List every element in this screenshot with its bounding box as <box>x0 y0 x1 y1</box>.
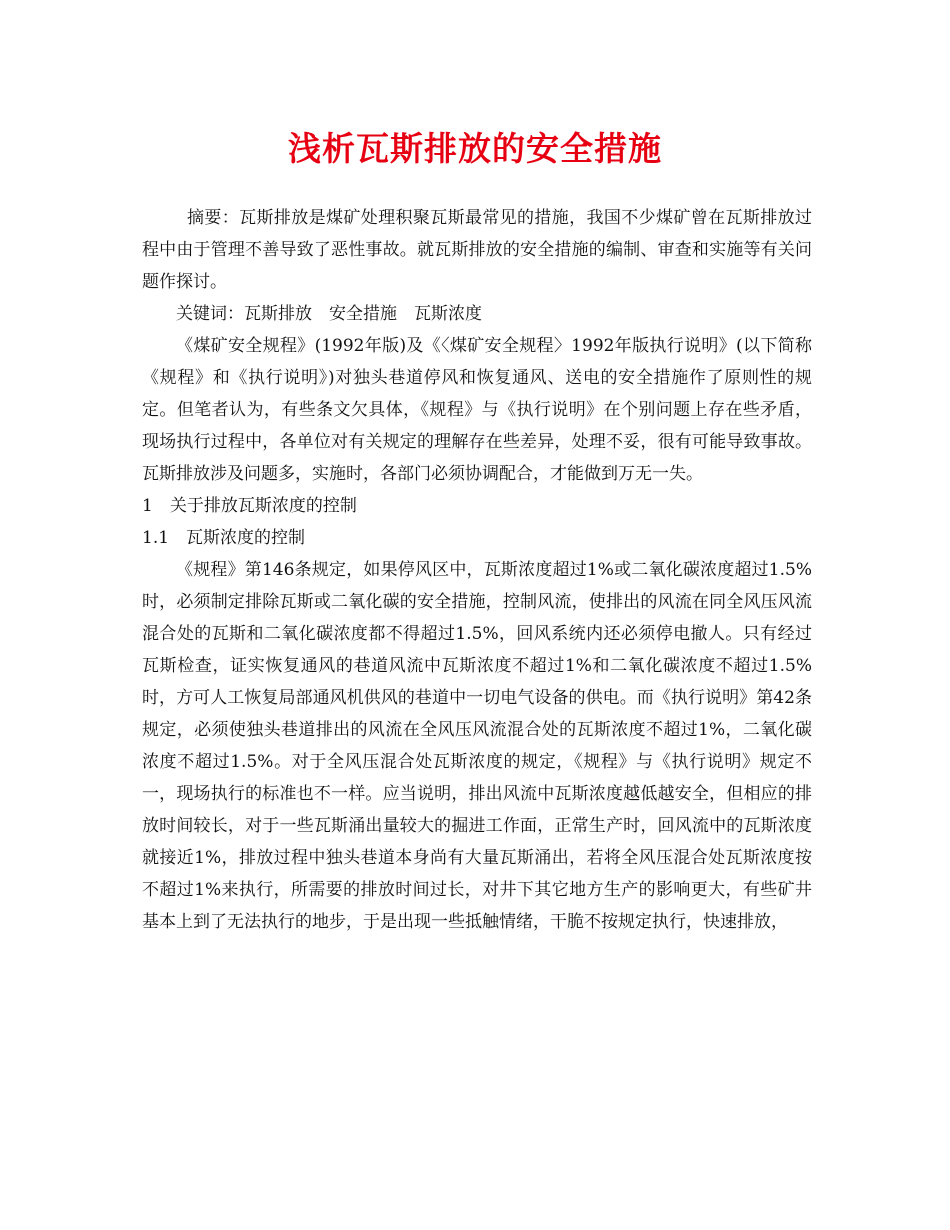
keywords-paragraph: 关键词：瓦斯排放 安全措施 瓦斯浓度 <box>176 304 482 324</box>
document-title: 浅析瓦斯排放的安全措施 <box>288 129 662 168</box>
intro-paragraph: 《煤矿安全规程》(1992年版)及《〈煤矿安全规程〉1992年版执行说明》(以下简称《规程》和《执行说明》)对独头巷道停风和恢复通风、送电的安全措施作了原则性的规定。但笔者认为，有些条文欠具体，《规程》与《执行说明》在个别问题上存在些矛盾，现场执行过程中，各单位对有关规定的理解存在些差异，处理不妥，很有可能导致事故。瓦斯排放涉及问题多，实施时，各部门必须协调配合，才能做到万无一失。 <box>142 336 812 484</box>
abstract-paragraph: 摘要：瓦斯排放是煤矿处理积聚瓦斯最常见的措施，我国不少煤矿曾在瓦斯排放过程中由于管理不善导致了恶性事故。就瓦斯排放的安全措施的编制、审查和实施等有关问题作探讨。 <box>142 208 812 292</box>
subsection-heading: 1.1 瓦斯浓度的控制 <box>142 528 306 548</box>
body-paragraph: 《规程》第146条规定，如果停风区中，瓦斯浓度超过1%或二氧化碳浓度超过1.5%时，必须制定排除瓦斯或二氧化碳的安全措施，控制风流，使排出的风流在同全风压风流混合处的瓦斯和二氧化碳浓度都不得超过1.5%，回风系统内还必须停电撤人。只有经过瓦斯检查，证实恢复通风的巷道风流中瓦斯浓度不超过1%和二氧化碳浓度不超过1.5%时，方可人工恢复局部通风机供风的巷道中一切电气设备的供电。而《执行说明》第42条规定，必须使独头巷道排出的风流在全风压风流混合处的瓦斯浓度不超过1%，二氧化碳浓度不超过1.5%。对于全风压混合处瓦斯浓度的规定，《规程》与《执行说明》规定不一，现场执行的标准也不一样。应当说明，排出风流中瓦斯浓度越低越安全，但相应的排放时间较长，对于一些瓦斯涌出量较大的掘进工作面，正常生产时，回风流中的瓦斯浓度就接近1%，排放过程中独头巷道本身尚有大量瓦斯涌出，若将全风压混合处瓦斯浓度按不超过1%来执行，所需要的排放时间过长，对井下其它地方生产的影响更大，有些矿井基本上到了无法执行的地步，于是出现一些抵触情绪，干脆不按规定执行，快速排放， <box>142 560 812 932</box>
document-body <box>142 202 812 938</box>
section-heading: 1 关于排放瓦斯浓度的控制 <box>142 496 357 516</box>
